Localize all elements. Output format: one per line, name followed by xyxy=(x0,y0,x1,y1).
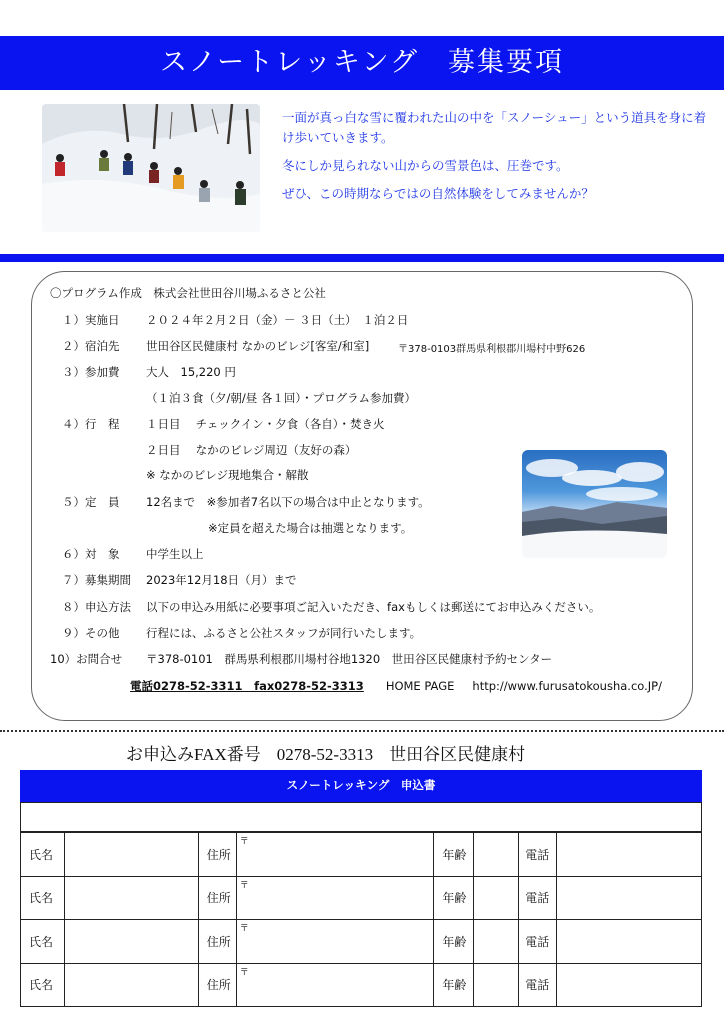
item-value: 2023年12月18日（月）まで xyxy=(146,573,297,587)
name-label: 氏名 xyxy=(21,876,65,920)
form-blank-row[interactable] xyxy=(20,802,702,832)
tel-fax-number: 電話0278-52-3311 fax0278-52-3313 xyxy=(130,679,364,693)
age-label: 年齢 xyxy=(434,920,474,964)
intro-text xyxy=(282,108,707,212)
form-row xyxy=(21,876,702,920)
phone-field[interactable] xyxy=(557,920,702,964)
age-field[interactable] xyxy=(474,876,519,920)
item-value: 〒378-0101 群馬県利根郡川場村谷地1320 世田谷区民健康村予約センター xyxy=(146,652,553,666)
name-label: 氏名 xyxy=(21,963,65,1007)
address-field[interactable] xyxy=(236,876,434,920)
intro-line: 一面が真っ白な雪に覆われた山の中を「スノーシュー」という道具を身に着け歩いていきます。 xyxy=(282,110,707,145)
fax-organization: 世田谷区民健康村 xyxy=(389,745,526,764)
program-maker: 〇プログラム作成 株式会社世田谷川場ふるさと公社 xyxy=(50,286,326,300)
application-form-table xyxy=(20,832,702,1007)
item-value: ２０２４年２月２日（金）－ ３日（土） １泊２日 xyxy=(146,313,409,327)
section-divider xyxy=(0,254,724,262)
item-value: （１泊３食（夕/朝/昼 各１回）・プログラム参加費） xyxy=(146,391,417,405)
name-field[interactable] xyxy=(64,963,198,1007)
intro-line: ぜひ、この時期ならではの自然体験をしてみませんか？ xyxy=(282,186,594,201)
phone-label: 電話 xyxy=(519,833,557,877)
age-label: 年齢 xyxy=(434,833,474,877)
address-label: 住所 xyxy=(198,963,236,1007)
age-label: 年齢 xyxy=(434,876,474,920)
fax-label: お申込みFAX番号 xyxy=(126,745,261,764)
item-label: ９）その他 xyxy=(62,626,120,640)
fax-number: 0278-52-3313 xyxy=(276,745,374,764)
item-label: ８）申込方法 xyxy=(62,600,131,614)
page-title: スノートレッキング 募集要項 xyxy=(0,36,724,90)
item-label: ２）宿泊先 xyxy=(62,339,120,353)
form-row xyxy=(21,963,702,1007)
phone-label: 電話 xyxy=(519,920,557,964)
item-value: 12名まで ※参加者7名以下の場合は中止となります。 xyxy=(146,495,430,509)
phone-field[interactable] xyxy=(557,963,702,1007)
address-label: 住所 xyxy=(198,876,236,920)
mountain-view-photo xyxy=(522,450,667,558)
item-value: 大人 15,220 円 xyxy=(146,365,236,379)
postal-mark: 〒 xyxy=(239,837,249,847)
item-value: １日目 チェックイン・夕食（各自）・焚き火 xyxy=(146,417,385,431)
fax-info xyxy=(126,740,541,765)
address-field[interactable] xyxy=(236,833,434,877)
item-label: ５）定 員 xyxy=(62,495,120,509)
age-label: 年齢 xyxy=(434,963,474,1007)
age-field[interactable] xyxy=(474,833,519,877)
item-value: 世田谷区民健康村 なかのビレジ[客室/和室] xyxy=(146,339,370,353)
item-note: 〒378-0103群馬県利根郡川場村中野626 xyxy=(398,344,586,355)
name-field[interactable] xyxy=(64,876,198,920)
item-label: １）実施日 xyxy=(62,313,120,327)
intro-line: 冬にしか見られない山からの雪景色は、圧巻です。 xyxy=(282,158,569,173)
age-field[interactable] xyxy=(474,963,519,1007)
postal-mark: 〒 xyxy=(239,967,249,978)
snow-trekking-photo xyxy=(42,104,260,232)
item-value: ２日目 なかのビレジ周辺（友好の森） xyxy=(146,443,357,457)
address-label: 住所 xyxy=(198,833,236,877)
address-field[interactable] xyxy=(236,920,434,964)
name-label: 氏名 xyxy=(21,920,65,964)
address-label: 住所 xyxy=(198,920,236,964)
item-label: ６）対 象 xyxy=(62,547,120,561)
homepage-label: HOME PAGE xyxy=(385,679,455,693)
contact-line xyxy=(130,678,662,694)
phone-label: 電話 xyxy=(519,963,557,1007)
item-value: 以下の申込み用紙に必要事項ご記入いただき、faxもしくは郵送にてお申込みください。 xyxy=(146,600,601,614)
postal-mark: 〒 xyxy=(239,880,249,891)
item-label: 10）お問合せ xyxy=(50,652,123,666)
age-field[interactable] xyxy=(474,920,519,964)
postal-mark: 〒 xyxy=(239,924,249,934)
address-field[interactable] xyxy=(236,963,434,1007)
name-label: 氏名 xyxy=(21,833,65,877)
cut-line xyxy=(0,730,724,732)
item-value: 行程には、ふるさと公社スタッフが同行いたします。 xyxy=(146,626,422,640)
phone-field[interactable] xyxy=(557,833,702,877)
item-label: ７）募集期間 xyxy=(62,573,131,587)
phone-field[interactable] xyxy=(557,876,702,920)
item-value: ※定員を超えた場合は抽選となります。 xyxy=(208,521,413,535)
name-field[interactable] xyxy=(64,833,198,877)
form-row xyxy=(21,833,702,877)
homepage-link[interactable]: http://www.furusatokousha.co.JP/ xyxy=(472,679,662,693)
phone-label: 電話 xyxy=(519,876,557,920)
item-label: ４）行 程 xyxy=(62,417,120,431)
item-label: ３）参加費 xyxy=(62,365,120,379)
item-value: 中学生以上 xyxy=(146,547,204,561)
name-field[interactable] xyxy=(64,920,198,964)
item-value: ※ なかのビレジ現地集合・解散 xyxy=(146,468,309,482)
form-title: スノートレッキング 申込書 xyxy=(20,770,702,802)
form-row xyxy=(21,920,702,964)
